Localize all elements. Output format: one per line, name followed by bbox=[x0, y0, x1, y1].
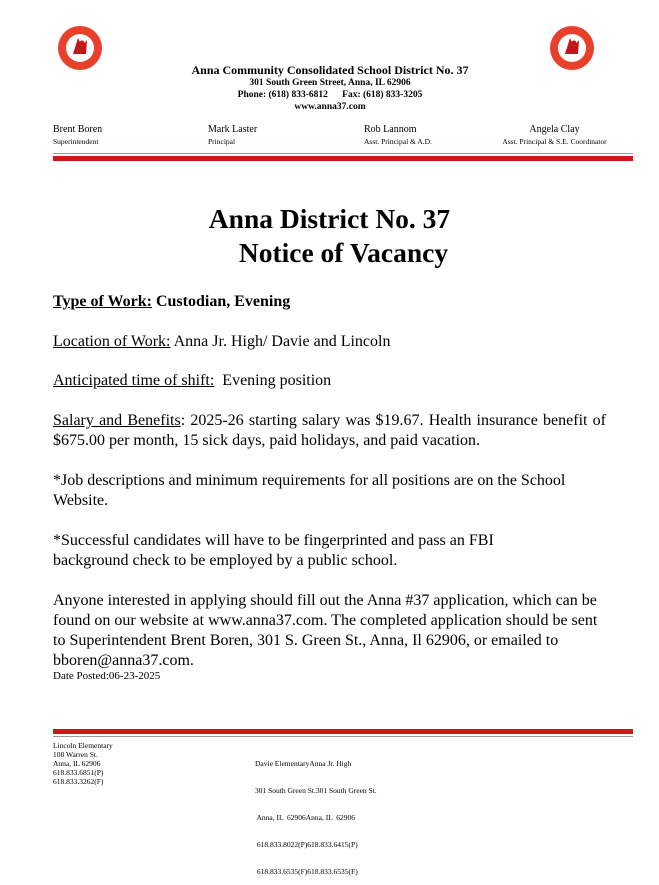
district-contact bbox=[130, 90, 530, 100]
type-of-work bbox=[53, 292, 606, 312]
staff-asst-principal-ad bbox=[364, 124, 432, 148]
location-of-work bbox=[53, 332, 606, 352]
shift-time bbox=[53, 371, 606, 391]
type-value: Custodian, Evening bbox=[151, 293, 291, 310]
footer-street: 301 South Green St.301 South Green St. bbox=[255, 786, 377, 795]
staff-principal bbox=[208, 124, 257, 148]
footer-fax: 618.833.3262(F) bbox=[53, 777, 104, 786]
footer-school-name: Davie ElementaryAnna Jr. High bbox=[255, 759, 352, 768]
district-name: Anna Community Consolidated School District No. 37 bbox=[191, 63, 469, 77]
salary-label: Salary and Benefits bbox=[53, 412, 181, 429]
footer-street: 108 Warren St. bbox=[53, 750, 98, 759]
type-label: Type of Work: bbox=[53, 293, 152, 310]
staff-name: Mark Laster bbox=[208, 124, 258, 135]
footer-fax: 618.833.6535(F)618.833.6535(F) bbox=[255, 867, 358, 876]
job-description-note: *Job descriptions and minimum requirements for all positions are on the School Website. bbox=[53, 472, 566, 509]
fingerprint-note: *Successful candidates will have to be fingerprinted and pass an FBI background check to be employed by a public school. bbox=[53, 532, 494, 569]
staff-superintendent bbox=[53, 124, 102, 148]
footer-divider-red bbox=[53, 729, 633, 734]
staff-role: Principal bbox=[208, 137, 236, 146]
staff-name: Rob Lannom bbox=[364, 124, 417, 135]
staff-name: Brent Boren bbox=[53, 124, 103, 135]
district-phone: Phone: (618) 833-6812 bbox=[237, 90, 328, 100]
footer-phone: 618.833.6851(P) bbox=[53, 768, 104, 777]
application-instructions: Anyone interested in applying should fill out the Anna #37 application, which can be found on our website at www.anna37.com. The completed application should be sent to Superintendent Brent Boren, 301 S. Green St., Anna, Il 62906, or emailed to bboren@anna37.com. bbox=[53, 592, 598, 669]
district-logo-right-icon bbox=[548, 24, 596, 72]
footer-city: Anna, IL 62906Anna, IL 62906 bbox=[255, 813, 356, 822]
header-divider-grey bbox=[53, 153, 633, 154]
district-logo-left-icon bbox=[56, 24, 104, 72]
footer-davie-jh bbox=[255, 741, 377, 885]
salary-value: : 2025-26 starting salary was $19.67. Health insurance benefit of $675.00 per month, 15 sick days, paid holidays, and paid vacation. bbox=[53, 412, 606, 449]
staff-role: Asst. Principal & S.E. Coordinator bbox=[502, 137, 607, 146]
salary-benefits bbox=[53, 411, 606, 451]
location-value: Anna Jr. High/ Davie and Lincoln bbox=[170, 333, 391, 350]
footer-school-name: Lincoln Elementary bbox=[53, 741, 113, 750]
district-website: www.anna37.com bbox=[294, 102, 366, 112]
notice-title-line1: Anna District No. 37 bbox=[208, 203, 451, 234]
footer-city: Anna, IL 62906 bbox=[53, 759, 101, 768]
staff-role: Superintendent bbox=[53, 137, 99, 146]
staff-name: Angela Clay bbox=[529, 124, 580, 135]
district-address: 301 South Green Street, Anna, IL 62906 bbox=[249, 78, 411, 88]
staff-role: Asst. Principal & A.D. bbox=[364, 137, 432, 146]
footer-phone: 618.833.8022(P)618.833.6415(P) bbox=[255, 840, 358, 849]
header-divider-red bbox=[53, 156, 633, 161]
notice-title-line2: Notice of Vacancy bbox=[238, 237, 449, 268]
date-posted: Date Posted:06-23-2025 bbox=[53, 670, 161, 682]
shift-value: Evening position bbox=[214, 372, 332, 389]
location-label: Location of Work: bbox=[53, 333, 171, 350]
district-fax: Fax: (618) 833-3205 bbox=[342, 90, 423, 100]
staff-asst-principal-se bbox=[482, 124, 627, 148]
footer-divider-grey bbox=[53, 736, 633, 737]
shift-label: Anticipated time of shift: bbox=[53, 372, 215, 389]
footer-lincoln bbox=[53, 741, 113, 786]
